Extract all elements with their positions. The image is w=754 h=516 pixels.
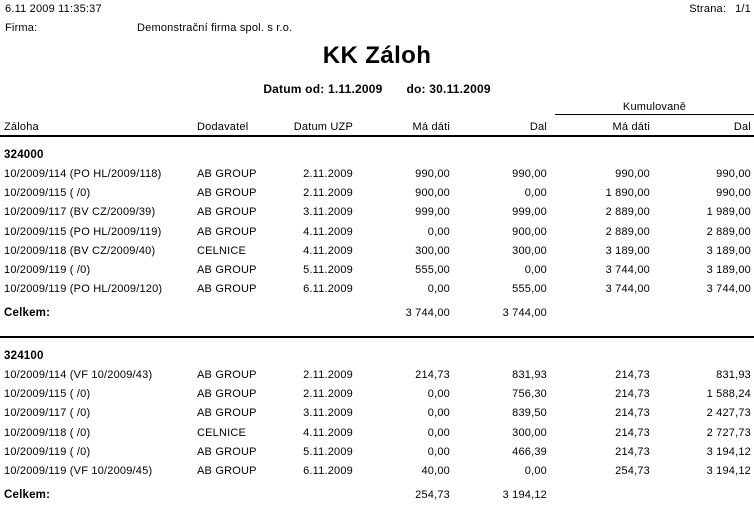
cell-dodavatel: AB GROUP bbox=[197, 264, 257, 277]
page-number: 1/1 bbox=[735, 3, 751, 15]
cell-datum-uzp: 4.11.2009 bbox=[303, 244, 353, 257]
company-label: Firma: bbox=[5, 22, 38, 34]
cell-zaloha: 10/2009/118 ( /0) bbox=[4, 426, 91, 439]
cell-kum-dal: 990,00 bbox=[716, 167, 751, 180]
cell-kum-dal: 1 588,24 bbox=[706, 388, 751, 401]
cell-kum-ma-dati: 214,73 bbox=[615, 368, 650, 381]
cell-ma-dati: 0,00 bbox=[427, 225, 450, 238]
cell-datum-uzp: 4.11.2009 bbox=[303, 426, 353, 439]
cell-dodavatel: AB GROUP bbox=[197, 445, 257, 458]
report-title: KK Záloh bbox=[322, 42, 432, 69]
total-ma-dati: 254,73 bbox=[353, 481, 450, 516]
cell-dodavatel: AB GROUP bbox=[197, 225, 257, 238]
company-name: Demonstrační firma spol. s r.o. bbox=[137, 22, 293, 34]
col-header-kum-dal: Dal bbox=[650, 115, 754, 136]
total-dal: 3 194,12 bbox=[450, 481, 547, 516]
table-row bbox=[0, 203, 754, 222]
cell-dal: 0,00 bbox=[524, 264, 547, 277]
cell-dodavatel: AB GROUP bbox=[197, 465, 257, 478]
cell-kum-ma-dati: 3 189,00 bbox=[605, 244, 650, 257]
account-number: 324100 bbox=[4, 350, 44, 363]
table-row bbox=[0, 423, 754, 442]
table-row bbox=[0, 384, 754, 403]
kumulovane-spanner-row bbox=[0, 100, 754, 115]
report-datetime: 6.11 2009 11:35:37 bbox=[5, 3, 102, 15]
cell-dal: 839,50 bbox=[512, 407, 547, 420]
total-kum-dal-empty bbox=[650, 481, 754, 516]
cell-dodavatel: AB GROUP bbox=[197, 388, 257, 401]
cell-zaloha: 10/2009/118 (BV CZ/2009/40) bbox=[4, 244, 156, 257]
cell-zaloha: 10/2009/115 ( /0) bbox=[4, 186, 91, 199]
cell-kum-dal: 3 744,00 bbox=[706, 283, 751, 296]
cell-kum-ma-dati: 2 889,00 bbox=[605, 206, 650, 219]
cell-datum-uzp: 3.11.2009 bbox=[303, 407, 353, 420]
page-indicator bbox=[689, 3, 751, 15]
table-row bbox=[0, 183, 754, 202]
col-header-zaloha: Záloha bbox=[0, 115, 197, 136]
cell-kum-ma-dati: 990,00 bbox=[615, 167, 650, 180]
cell-dal: 555,00 bbox=[512, 283, 547, 296]
cell-datum-uzp: 2.11.2009 bbox=[303, 368, 353, 381]
cell-datum-uzp: 5.11.2009 bbox=[303, 264, 353, 277]
cell-ma-dati: 0,00 bbox=[427, 283, 450, 296]
cell-datum-uzp: 6.11.2009 bbox=[303, 283, 353, 296]
cell-zaloha: 10/2009/115 (PO HL/2009/119) bbox=[4, 225, 162, 238]
cell-zaloha: 10/2009/119 (VF 10/2009/45) bbox=[4, 465, 153, 478]
kumulovane-label: Kumulovaně bbox=[555, 101, 754, 115]
cell-dodavatel: AB GROUP bbox=[197, 186, 257, 199]
total-ma-dati: 3 744,00 bbox=[353, 299, 450, 337]
total-label: Celkem: bbox=[0, 481, 353, 516]
cell-ma-dati: 999,00 bbox=[415, 206, 450, 219]
cell-kum-ma-dati: 3 744,00 bbox=[605, 283, 650, 296]
table-row bbox=[0, 222, 754, 241]
col-header-kum-ma-dati: Má dáti bbox=[547, 115, 650, 136]
cell-dal: 300,00 bbox=[512, 426, 547, 439]
cell-zaloha: 10/2009/119 (PO HL/2009/120) bbox=[4, 283, 163, 296]
cell-kum-dal: 1 989,00 bbox=[706, 206, 751, 219]
cell-datum-uzp: 2.11.2009 bbox=[303, 388, 353, 401]
cell-dal: 756,30 bbox=[512, 388, 547, 401]
total-kum-ma-dati-empty bbox=[547, 299, 650, 337]
cell-kum-dal: 2 727,73 bbox=[706, 426, 751, 439]
cell-kum-ma-dati: 3 744,00 bbox=[605, 264, 650, 277]
col-header-datum-uzp: Datum UZP bbox=[285, 115, 353, 136]
cell-datum-uzp: 3.11.2009 bbox=[303, 206, 353, 219]
cell-ma-dati: 40,00 bbox=[421, 465, 450, 478]
cell-dal: 990,00 bbox=[512, 167, 547, 180]
cell-datum-uzp: 4.11.2009 bbox=[303, 225, 353, 238]
total-kum-ma-dati-empty bbox=[547, 481, 650, 516]
cell-kum-dal: 3 194,12 bbox=[706, 445, 751, 458]
page-label: Strana: bbox=[689, 3, 727, 15]
kumulovane-cell bbox=[547, 100, 754, 115]
cell-dal: 999,00 bbox=[512, 206, 547, 219]
cell-kum-ma-dati: 214,73 bbox=[615, 407, 650, 420]
cell-zaloha: 10/2009/119 ( /0) bbox=[4, 445, 91, 458]
table-row bbox=[0, 462, 754, 481]
cell-dodavatel: AB GROUP bbox=[197, 283, 257, 296]
col-header-dodavatel: Dodavatel bbox=[197, 115, 285, 136]
total-dal: 3 744,00 bbox=[450, 299, 547, 337]
cell-dal: 466,39 bbox=[512, 445, 547, 458]
cell-ma-dati: 0,00 bbox=[427, 407, 450, 420]
cell-kum-dal: 2 889,00 bbox=[706, 225, 751, 238]
cell-ma-dati: 0,00 bbox=[427, 388, 450, 401]
company-row bbox=[5, 22, 749, 36]
cell-dodavatel: AB GROUP bbox=[197, 407, 257, 420]
cell-datum-uzp: 5.11.2009 bbox=[303, 445, 353, 458]
account-group-row bbox=[0, 337, 754, 365]
cell-dal: 900,00 bbox=[512, 225, 547, 238]
account-group-row bbox=[0, 136, 754, 164]
cell-zaloha: 10/2009/114 (PO HL/2009/118) bbox=[4, 167, 162, 180]
table-row bbox=[0, 260, 754, 279]
cell-kum-ma-dati: 214,73 bbox=[615, 388, 650, 401]
column-header-row bbox=[0, 115, 754, 136]
cell-kum-dal: 990,00 bbox=[716, 186, 751, 199]
cell-datum-uzp: 6.11.2009 bbox=[303, 465, 353, 478]
report-table bbox=[0, 100, 754, 516]
date-range bbox=[0, 82, 754, 96]
table-row bbox=[0, 442, 754, 461]
cell-kum-dal: 2 427,73 bbox=[706, 407, 751, 420]
cell-zaloha: 10/2009/114 (VF 10/2009/43) bbox=[4, 368, 153, 381]
cell-datum-uzp: 2.11.2009 bbox=[303, 167, 353, 180]
cell-dal: 0,00 bbox=[524, 465, 547, 478]
total-kum-dal-empty bbox=[650, 299, 754, 337]
table-body bbox=[0, 136, 754, 516]
date-to: do: 30.11.2009 bbox=[406, 82, 491, 96]
cell-kum-dal: 3 194,12 bbox=[706, 465, 751, 478]
cell-zaloha: 10/2009/117 (BV CZ/2009/39) bbox=[4, 206, 156, 219]
cell-ma-dati: 214,73 bbox=[415, 368, 450, 381]
kumulovane-spacer bbox=[0, 100, 547, 115]
cell-dodavatel: CELNICE bbox=[197, 426, 247, 439]
cell-ma-dati: 900,00 bbox=[415, 186, 450, 199]
col-header-ma-dati: Má dáti bbox=[353, 115, 450, 136]
table-row bbox=[0, 404, 754, 423]
table-row bbox=[0, 164, 754, 183]
cell-ma-dati: 555,00 bbox=[415, 264, 450, 277]
cell-zaloha: 10/2009/117 ( /0) bbox=[4, 407, 91, 420]
cell-ma-dati: 300,00 bbox=[415, 244, 450, 257]
cell-kum-ma-dati: 214,73 bbox=[615, 445, 650, 458]
cell-ma-dati: 990,00 bbox=[415, 167, 450, 180]
date-from: Datum od: 1.11.2009 bbox=[263, 82, 383, 96]
cell-ma-dati: 0,00 bbox=[427, 445, 450, 458]
cell-dodavatel: CELNICE bbox=[197, 244, 247, 257]
cell-dal: 0,00 bbox=[524, 186, 547, 199]
cell-kum-ma-dati: 254,73 bbox=[615, 465, 650, 478]
cell-kum-dal: 3 189,00 bbox=[706, 244, 751, 257]
cell-kum-dal: 831,93 bbox=[716, 368, 751, 381]
total-label: Celkem: bbox=[0, 299, 353, 337]
cell-kum-ma-dati: 1 890,00 bbox=[605, 186, 650, 199]
cell-ma-dati: 0,00 bbox=[427, 426, 450, 439]
table-row bbox=[0, 241, 754, 260]
cell-kum-ma-dati: 2 889,00 bbox=[605, 225, 650, 238]
group-total-row bbox=[0, 481, 754, 516]
cell-zaloha: 10/2009/119 ( /0) bbox=[4, 264, 91, 277]
group-total-row bbox=[0, 299, 754, 337]
cell-zaloha: 10/2009/115 ( /0) bbox=[4, 388, 91, 401]
table-row bbox=[0, 365, 754, 384]
account-number: 324000 bbox=[4, 149, 44, 161]
cell-dal: 831,93 bbox=[512, 368, 547, 381]
cell-kum-ma-dati: 214,73 bbox=[615, 426, 650, 439]
cell-dodavatel: AB GROUP bbox=[197, 206, 257, 219]
col-header-dal: Dal bbox=[450, 115, 547, 136]
cell-dodavatel: AB GROUP bbox=[197, 167, 257, 180]
table-row bbox=[0, 280, 754, 299]
cell-datum-uzp: 2.11.2009 bbox=[303, 186, 353, 199]
cell-dal: 300,00 bbox=[512, 244, 547, 257]
cell-kum-dal: 3 189,00 bbox=[706, 264, 751, 277]
cell-dodavatel: AB GROUP bbox=[197, 368, 257, 381]
